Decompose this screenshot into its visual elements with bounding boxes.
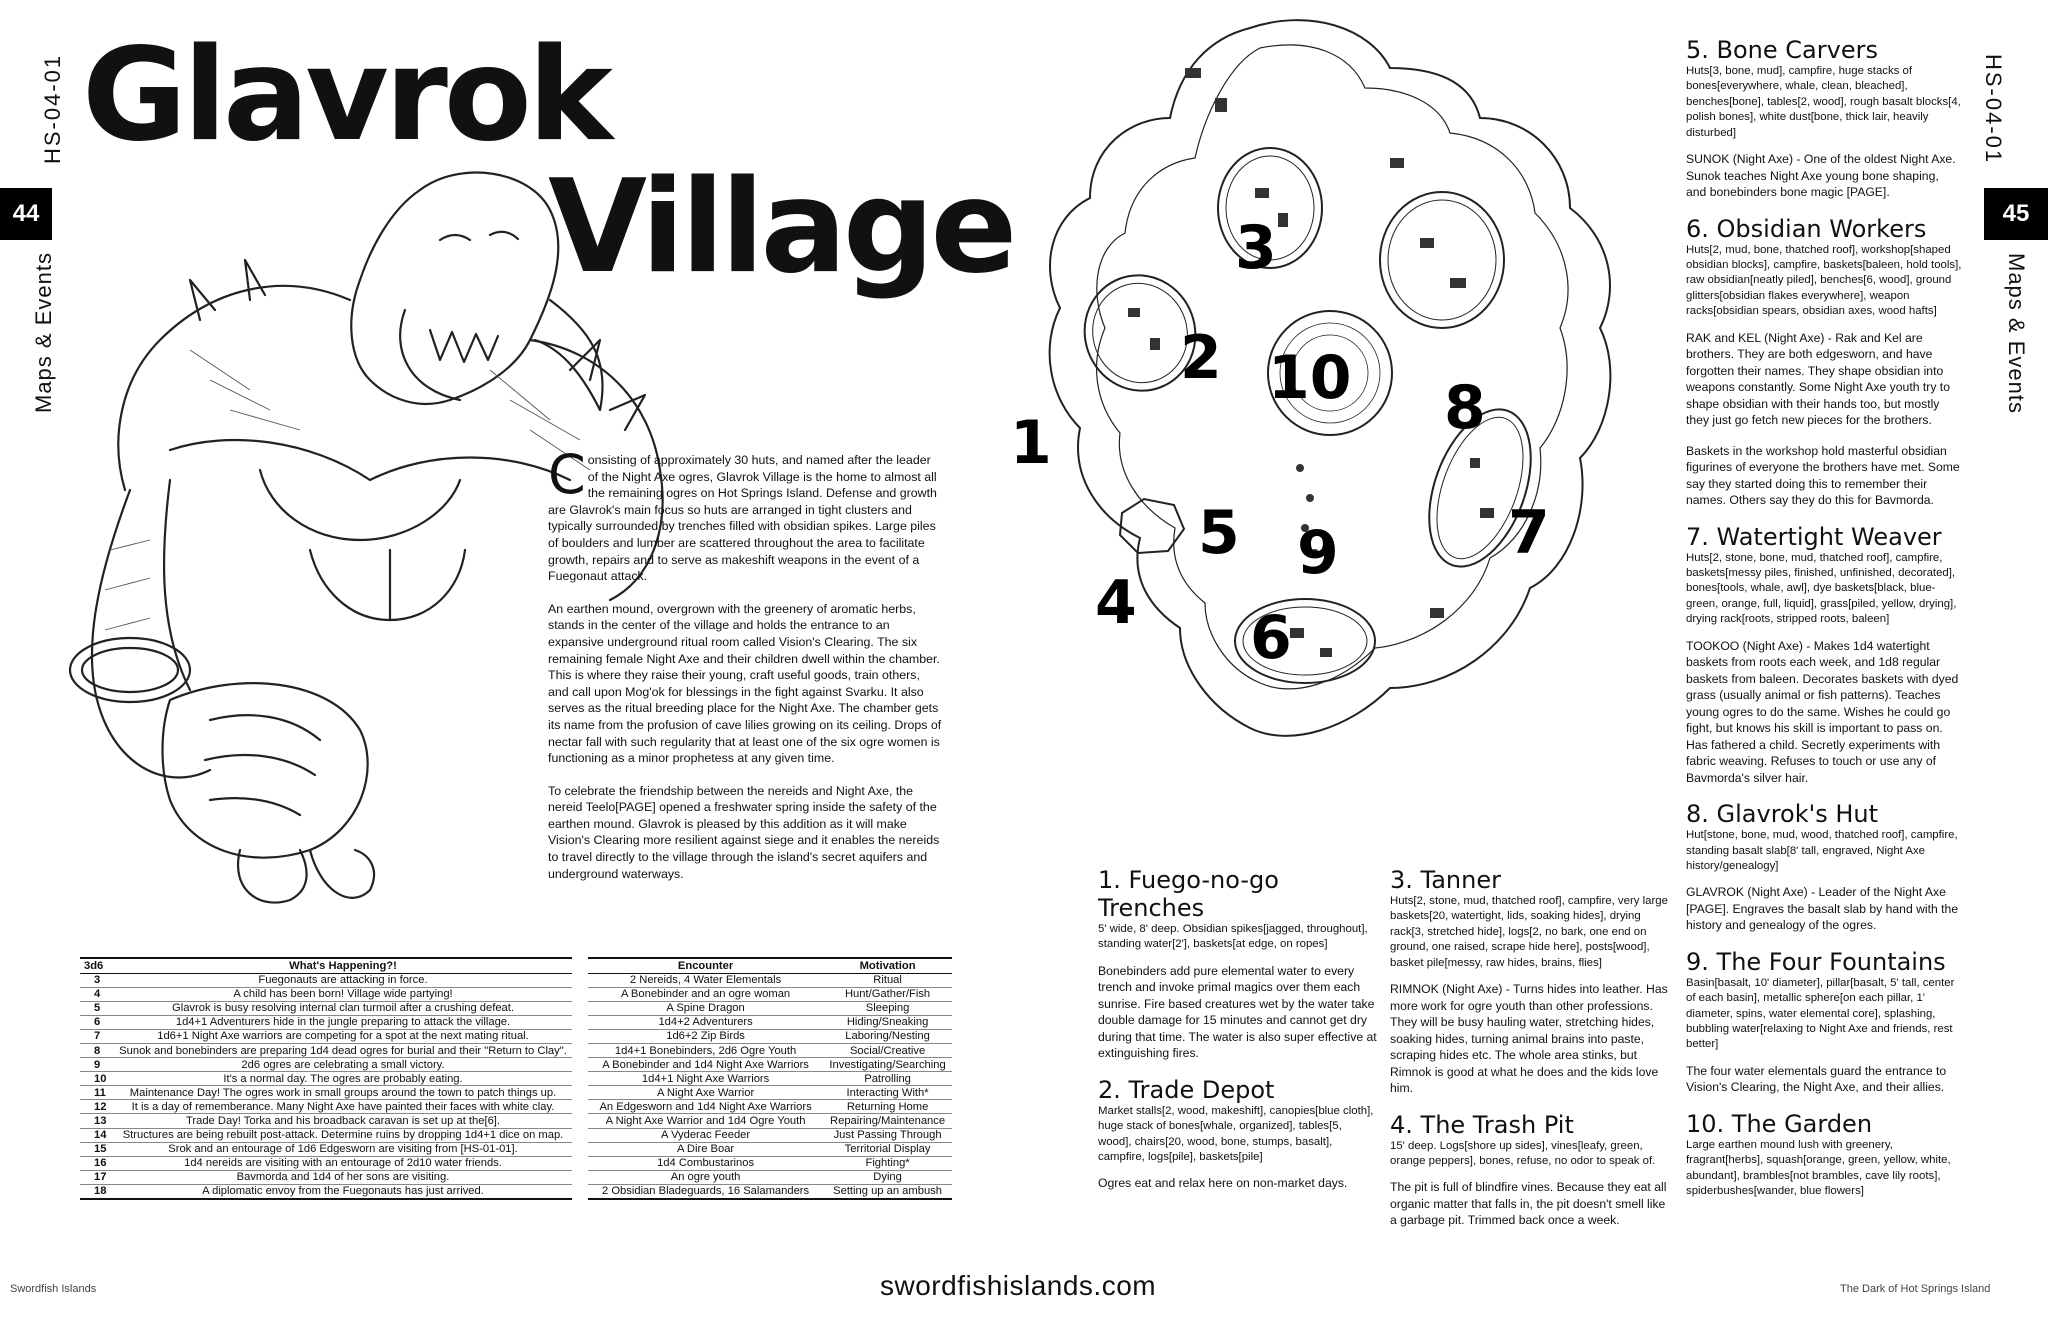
entries-column-b [1390, 866, 1668, 1243]
table-row [588, 1086, 952, 1100]
entry-traits-6: Huts[2, mud, bone, thatched roof], workshop[shaped obsidian blocks], campfire, baskets[baleen, hold tools], raw obsidian[neatly piled], benches[6, wood], ground glitters[obsidian flakes everywhere], weapon racks[obsidian spears, obsidian axes, wood hafts] [1686, 243, 1962, 318]
map-label-3: 3 [1235, 213, 1277, 283]
table-row [80, 1114, 572, 1128]
table-row [588, 1001, 952, 1015]
roll-cell: 10 [80, 1072, 114, 1086]
event-cell: Structures are being rebuilt post-attack. Determine ruins by dropping 1d4+1 dice on map. [114, 1128, 572, 1142]
encounter-cell: A Dire Boar [588, 1142, 823, 1156]
entry-body-2: Ogres eat and relax here on non-market days. [1098, 1176, 1348, 1191]
event-cell: Srok and an entourage of 1d6 Edgesworn are visiting from [HS-01-01]. [114, 1142, 572, 1156]
entry-traits-10: Large earthen mound lush with greenery, fragrant[herbs], squash[orange, green, yellow, white, abundant], brambles[not brambles, cave lily roots], spiderbushes[wander, blue flowers] [1686, 1138, 1951, 1198]
happenings-table [80, 957, 572, 1200]
encounter-cell: A Night Axe Warrior [588, 1086, 823, 1100]
map-label-5: 5 [1198, 498, 1240, 568]
drop-cap: C [548, 443, 586, 506]
entry-body-6b: Baskets in the workshop hold masterful obsidian figurines of everyone the brothers have met. Some say they started doing this to remember their names. Others say they do this for Bavmorda. [1686, 443, 1960, 508]
entry-title-3: 3. Tanner [1390, 866, 1501, 894]
table-row [588, 1100, 952, 1114]
table-row [80, 1001, 572, 1015]
table-row [80, 1100, 572, 1114]
table-row [588, 1128, 952, 1142]
entry-body-4: The pit is full of blindfire vines. Because they eat all organic matter that falls in, the pit doesn't smell like a garbage pit. Trimmed back once a week. [1390, 1180, 1667, 1228]
motivation-cell: Ritual [823, 973, 952, 987]
map-label-7: 7 [1508, 498, 1550, 568]
roll-cell: 6 [80, 1015, 114, 1029]
entry-body-3: RIMNOK (Night Axe) - Turns hides into leather. Has more work for ogre youth than other professions. They will be busy hauling water, stretching hides, soaking hides, turning animal brains into paste, scraping hides etc. The whole area stinks, but Rimnok is good at what he does and the kids love him. [1390, 982, 1668, 1096]
section-label-right: Maps & Events [2004, 253, 2029, 414]
entry-title-8: 8. Glavrok's Hut [1686, 800, 1879, 829]
encounter-cell: An Edgesworn and 1d4 Night Axe Warriors [588, 1100, 823, 1114]
entry-title-9: 9. The Four Fountains [1686, 947, 1946, 976]
entry-title-1: 1. Fuego-no-go Trenches [1098, 866, 1279, 922]
encounter-cell: An ogre youth [588, 1170, 823, 1184]
roll-cell: 14 [80, 1128, 114, 1142]
village-map [1010, 8, 1660, 818]
event-cell: A diplomatic envoy from the Fuegonauts has just arrived. [114, 1184, 572, 1198]
intro-paragraph-3: To celebrate the friendship between the nereids and Night Axe, the nereid Teelo[PAGE] opened a freshwater spring inside the safety of the earthen mound. Glavrok is pleased by this addition as it will make Vision's Clearing more resilient against siege and it enables the nereids to travel directly to the village through the island's secret aquifers and underground waterways. [548, 783, 940, 881]
encounter-cell: 1d4+1 Bonebinders, 2d6 Ogre Youth [588, 1043, 823, 1057]
event-cell: It's a normal day. The ogres are probably eating. [114, 1072, 572, 1086]
roll-cell: 8 [80, 1043, 114, 1057]
roll-cell: 12 [80, 1100, 114, 1114]
page-code-right: HS-04-01 [1981, 54, 2006, 165]
entry-body-5: SUNOK (Night Axe) - One of the oldest Night Axe. Sunok teaches Night Axe young bone shaping, and bonebinders bone magic [PAGE]. [1686, 152, 1956, 200]
roll-cell: 9 [80, 1058, 114, 1072]
roll-cell: 15 [80, 1142, 114, 1156]
encounter-cell: A Vyderac Feeder [588, 1128, 823, 1142]
map-label-1: 1 [1010, 408, 1052, 478]
event-cell: 1d6+1 Night Axe warriors are competing for a spot at the next mating ritual. [114, 1029, 572, 1043]
motivation-cell: Hunt/Gather/Fish [823, 987, 952, 1001]
column-header-event: What's Happening?! [114, 958, 572, 973]
roll-cell: 5 [80, 1001, 114, 1015]
entry-title-6: 6. Obsidian Workers [1686, 214, 1927, 243]
page-code-left: HS-04-01 [40, 53, 65, 164]
table-row [588, 1170, 952, 1184]
motivation-cell: Returning Home [823, 1100, 952, 1114]
encounter-cell: 1d4 Combustarinos [588, 1156, 823, 1170]
event-cell: Bavmorda and 1d4 of her sons are visiting. [114, 1170, 572, 1184]
table-row [80, 1170, 572, 1184]
roll-cell: 7 [80, 1029, 114, 1043]
motivation-cell: Sleeping [823, 1001, 952, 1015]
motivation-cell: Laboring/Nesting [823, 1029, 952, 1043]
table-row [80, 1128, 572, 1142]
entry-traits-9: Basin[basalt, 10' diameter], pillar[basalt, 5' tall, center of each basin], metallic sphere[on each pillar, 1' diameter, spins, water elemental core], splashing, bubbling water[relaxing to Night Axe and friends, rest better] [1686, 976, 1955, 1051]
entry-traits-4: 15' deep. Logs[shore up sides], vines[leafy, green, orange peppers], bones, refuse, no odor to speak of. [1390, 1139, 1656, 1167]
table-row [80, 1142, 572, 1156]
table-row [80, 1184, 572, 1198]
footer-right: The Dark of Hot Springs Island [1840, 1283, 1991, 1295]
motivation-cell: Investigating/Searching [823, 1058, 952, 1072]
entries-column-a [1098, 866, 1378, 1206]
motivation-cell: Just Passing Through [823, 1128, 952, 1142]
table-row [588, 1114, 952, 1128]
encounter-cell: A Bonebinder and an ogre woman [588, 987, 823, 1001]
page-number-left: 44 [0, 188, 52, 240]
table-header-row [588, 958, 952, 973]
table-row [80, 1086, 572, 1100]
intro-paragraph-1: C onsisting of approximately 30 huts, and named after the leader of the Night Axe ogres, Glavrok Village is the home to almost all the remaining ogres on Hot Springs Island. Defense and growth are Glavrok's main focus so huts are arranged in tight clusters and typically surrounded by trenches filled with obsidian spikes. Large piles of boulders and lumber are scattered throughout the area to facilitate growth, repairs and to serve as makeshift weapons in the event of a Fuegonaut attack. [548, 443, 937, 584]
motivation-cell: Social/Creative [823, 1043, 952, 1057]
entry-traits-8: Hut[stone, bone, mud, wood, thatched roof], campfire, standing basalt slab[8' tall, engraved, Night Axe history/genealogy] [1686, 829, 1958, 872]
event-cell: 2d6 ogres are celebrating a small victory. [114, 1058, 572, 1072]
footer-url[interactable]: swordfishislands.com [880, 1270, 1157, 1301]
roll-cell: 4 [80, 987, 114, 1001]
roll-cell: 13 [80, 1114, 114, 1128]
table-row [588, 1184, 952, 1198]
footer-left: Swordfish Islands [10, 1283, 97, 1295]
motivation-cell: Dying [823, 1170, 952, 1184]
event-cell: 1d4 nereids are visiting with an entourage of 2d10 water friends. [114, 1156, 572, 1170]
table-row [588, 973, 952, 987]
table-row [588, 1015, 952, 1029]
entry-traits-7: Huts[2, stone, bone, mud, thatched roof], campfire, baskets[messy piles, finished, unfinished, decorated], bones[tools, whale, awl], dye baskets[black, blue-green, orange, full, liquid], grass[piled, yellow, drying], drying rack[roots, stripped roots, baleen] [1686, 551, 1957, 626]
table-row [588, 1029, 952, 1043]
entry-body-6a: RAK and KEL (Night Axe) - Rak and Kel are brothers. They are both edgesworn, and have forgotten their names. They shape obsidian into weapons constantly. Some Night Axe youth try to shape obsidian with their hands too, but mostly they just go fetch new pieces for the brothers. [1686, 330, 1950, 428]
entry-traits-1: 5' wide, 8' deep. Obsidian spikes[jagged, throughout], standing water[2'], baskets[at edge, on ropes] [1098, 923, 1368, 951]
encounter-cell: 1d6+2 Zip Birds [588, 1029, 823, 1043]
event-cell: It is a day of rememberance. Many Night Axe have painted their faces with white clay. [114, 1100, 572, 1114]
roll-cell: 16 [80, 1156, 114, 1170]
entry-body-7: TOOKOO (Night Axe) - Makes 1d4 watertight baskets from roots each week, and 1d8 regular baskets from baleen. Decorates baskets with dyed grass (usually animal or fish patterns). Teaches young ogres to do the same. Wishes he could go fight, but knows his skill is important to pass on. Has fathered a child. Secretly experiments with fabric weaving. Refuses to touch or use any of Bavmorda's silver hair. [1686, 638, 1959, 785]
section-label-left: Maps & Events [31, 252, 56, 413]
table-row [80, 1072, 572, 1086]
table-row [588, 1043, 952, 1057]
event-cell: 1d4+1 Adventurers hide in the jungle preparing to attack the village. [114, 1015, 572, 1029]
table-row [588, 987, 952, 1001]
encounter-cell: A Bonebinder and 1d4 Night Axe Warriors [588, 1058, 823, 1072]
entry-title-4: 4. The Trash Pit [1390, 1110, 1574, 1139]
map-label-8: 8 [1444, 373, 1486, 443]
table-header-row [80, 958, 572, 973]
map-label-6: 6 [1250, 603, 1292, 673]
event-cell: Sunok and bonebinders are preparing 1d4 dead ogres for burial and their "Return to Clay". [114, 1043, 572, 1057]
entry-traits-5: Huts[3, bone, mud], campfire, huge stacks of bones[everywhere, whale, clean, bleached], benches[bone], tables[2, wood], rough basalt blocks[4, polish bones], white dust[bone, thick lair, heavily disturbed] [1686, 65, 1961, 139]
entry-title-10: 10. The Garden [1686, 1109, 1873, 1138]
map-label-10: 10 [1268, 343, 1352, 413]
entries-column-c [1686, 36, 1962, 1209]
table-row [80, 1058, 572, 1072]
motivation-cell: Repairing/Maintenance [823, 1114, 952, 1128]
page-title-line1: Glavrok [82, 21, 609, 170]
event-cell: Maintenance Day! The ogres work in small groups around the town to patch things up. [114, 1086, 572, 1100]
column-header-encounter: Encounter [588, 958, 823, 973]
map-label-4: 4 [1095, 568, 1137, 638]
table-row [588, 1156, 952, 1170]
entry-traits-2: Market stalls[2, wood, makeshift], canopies[blue cloth], huge stack of bones[whale, organized], tables[5, wood], chairs[20, wood, bone, stumps, basalt], campfire, logs[pile], baskets[pile] [1098, 1104, 1374, 1164]
column-header-motivation: Motivation [823, 958, 952, 973]
entry-title-7: 7. Watertight Weaver [1686, 522, 1942, 551]
encounter-cell: 1d4+2 Adventurers [588, 1015, 823, 1029]
motivation-cell: Territorial Display [823, 1142, 952, 1156]
table-row [588, 1072, 952, 1086]
table-row [80, 1015, 572, 1029]
event-cell: Trade Day! Torka and his broadback caravan is set up at the[6]. [114, 1114, 572, 1128]
event-cell: Fuegonauts are attacking in force. [114, 973, 572, 987]
motivation-cell: Interacting With* [823, 1086, 952, 1100]
table-row [588, 1142, 952, 1156]
entry-body-1: Bonebinders add pure elemental water to every trench and invoke primal magics over them each sunrise. Fire based creatures wet by the water take double damage for 15 minutes and cannot get dry during that time. The water is also super effective at extinguishing fires. [1098, 963, 1377, 1061]
encounter-cell: 2 Nereids, 4 Water Elementals [588, 973, 823, 987]
encounter-cell: A Spine Dragon [588, 1001, 823, 1015]
entry-traits-3: Huts[2, stone, mud, thatched roof], campfire, very large baskets[20, watertight, lids, soaking hides], drying rack[3, stretched hide], logs[2, no bark, one end on ground, one raised, scrape hide here], posts[wood], basket pile[messy, raw hides, brains, flies] [1390, 895, 1668, 969]
page-title-line2: Village [548, 153, 1014, 302]
encounter-cell: 2 Obsidian Bladeguards, 16 Salamanders [588, 1184, 823, 1198]
motivation-cell: Setting up an ambush [823, 1184, 952, 1198]
encounter-table [588, 957, 952, 1200]
page-number-right: 45 [1984, 188, 2048, 240]
table-row [80, 1029, 572, 1043]
table-row [80, 1156, 572, 1170]
intro-text [548, 443, 944, 898]
map-label-2: 2 [1180, 323, 1222, 393]
encounter-cell: 1d4+1 Night Axe Warriors [588, 1072, 823, 1086]
entry-body-9: The four water elementals guard the entrance to Vision's Clearing, the Night Axe, and their allies. [1686, 1063, 1947, 1095]
event-cell: Glavrok is busy resolving internal clan turmoil after a crushing defeat. [114, 1001, 572, 1015]
table-row [588, 1058, 952, 1072]
table-row [80, 973, 572, 987]
table-row [80, 987, 572, 1001]
motivation-cell: Fighting* [823, 1156, 952, 1170]
entry-body-8: GLAVROK (Night Axe) - Leader of the Night Axe [PAGE]. Engraves the basalt slab by hand with the history and genealogy of the ogres. [1686, 885, 1959, 933]
entry-title-2: 2. Trade Depot [1098, 1075, 1275, 1104]
roll-cell: 11 [80, 1086, 114, 1100]
intro-paragraph-2: An earthen mound, overgrown with the greenery of aromatic herbs, stands in the center of the village and holds the entrance to an expansive underground ritual room called Vision's Clearing. The six remaining female Night Axe and their children dwell within the chamber. This is where they raise their young, craft useful goods, train others, and call upon Mog'ok for blessings in the fight against Svarku. It also serves as the ritual breeding place for the Night Axe. The chamber gets its name from the profusion of cave lilies growing on its ceiling. Drops of nectar fall with such regularity that at least one of the six ogre women is functioning as a minor prophetess at any given time. [548, 601, 942, 766]
motivation-cell: Hiding/Sneaking [823, 1015, 952, 1029]
event-cell: A child has been born! Village wide partying! [114, 987, 572, 1001]
motivation-cell: Patrolling [823, 1072, 952, 1086]
encounter-cell: A Night Axe Warrior and 1d4 Ogre Youth [588, 1114, 823, 1128]
column-header-die: 3d6 [80, 958, 114, 973]
entry-title-5: 5. Bone Carvers [1686, 36, 1878, 64]
roll-cell: 18 [80, 1184, 114, 1198]
roll-cell: 3 [80, 973, 114, 987]
roll-cell: 17 [80, 1170, 114, 1184]
table-row [80, 1043, 572, 1057]
map-label-9: 9 [1297, 518, 1339, 588]
